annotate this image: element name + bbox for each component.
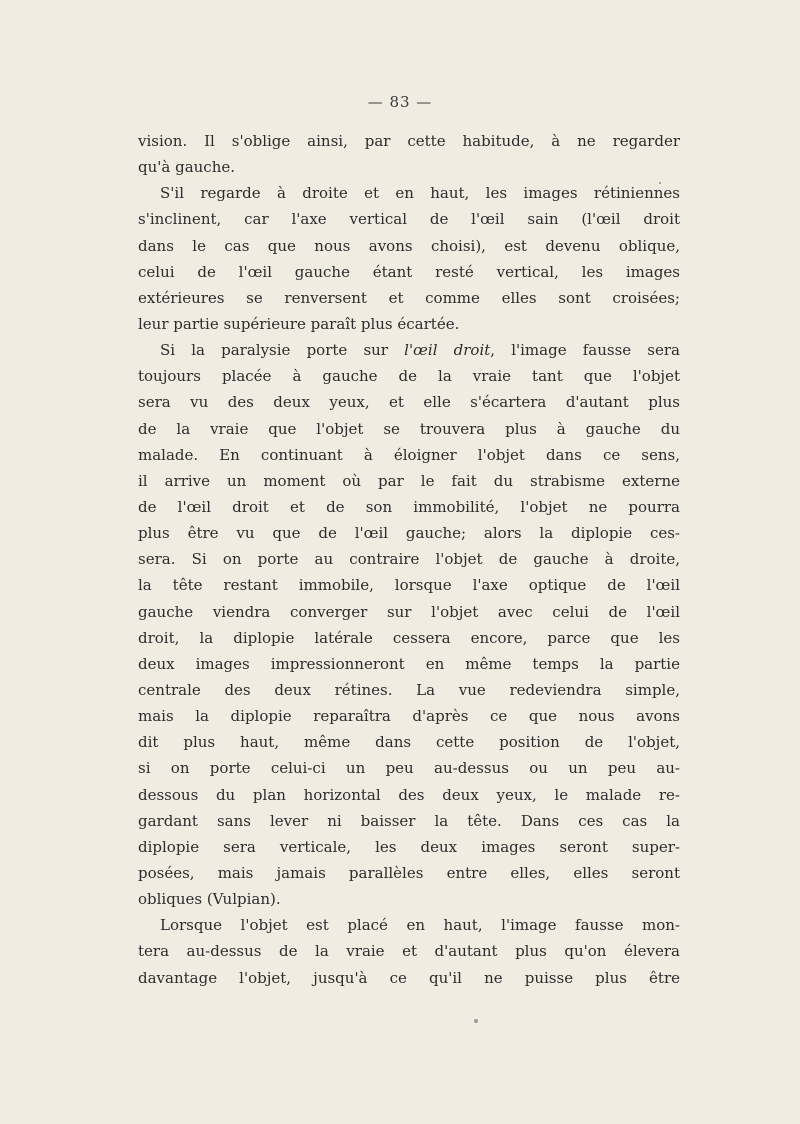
text-line: leur partie supérieure paraît plus écartée.	[138, 314, 460, 333]
text-line: posées, mais jamais parallèles entre elles, elles seront	[138, 863, 680, 882]
text-line: de l'œil droit et de son immobilité, l'objet ne pourra	[138, 497, 680, 516]
body-text	[138, 128, 680, 991]
text-line: droit, la diplopie latérale cessera encore, parce que les	[138, 628, 680, 647]
ink-speck	[474, 1019, 478, 1023]
text-line: diplopie sera verticale, les deux images seront super-	[138, 837, 680, 856]
text-line: celui de l'œil gauche étant resté vertical, les images	[138, 262, 680, 281]
text-segment: Si la paralysie porte sur	[160, 341, 405, 360]
italic-text: l'œil droit	[404, 341, 491, 360]
text-line: si on porte celui-ci un peu au-dessus ou un peu au-	[138, 759, 680, 778]
text-line: sera. Si on porte au contraire l'objet de gauche à droite,	[138, 550, 680, 569]
text-line: vision. Il s'oblige ainsi, par cette habitude, à ne regarder	[138, 132, 680, 150]
text-segment: , l'image fausse sera	[490, 341, 680, 360]
text-line: dit plus haut, même dans cette position de l'objet,	[138, 733, 680, 752]
text-line: obliques (Vulpian).	[138, 890, 281, 909]
text-line: sera vu des deux yeux, et elle s'écartera d'autant plus	[138, 393, 680, 412]
ink-speck	[659, 182, 661, 184]
text-line: dans le cas que nous avons choisi), est devenu oblique,	[138, 236, 680, 255]
text-line: dessous du plan horizontal des deux yeux, le malade re-	[138, 785, 680, 804]
text-line: S'il regarde à droite et en haut, les images rétiniennes	[160, 184, 680, 203]
page-number: — 83 —	[367, 93, 433, 111]
text-line: extérieures se renversent et comme elles sont croisées;	[138, 288, 680, 307]
text-line: mais la diplopie reparaîtra d'après ce que nous avons	[138, 707, 680, 726]
text-line: malade. En continuant à éloigner l'objet dans ce sens,	[138, 445, 680, 464]
text-line: deux images impressionneront en même temps la partie	[138, 654, 680, 673]
text-line: s'inclinent, car l'axe vertical de l'œil sain (l'œil droit	[138, 210, 680, 229]
text-line	[138, 337, 680, 363]
text-line: gauche viendra converger sur l'objet avec celui de l'œil	[138, 602, 680, 621]
text-line: gardant sans lever ni baisser la tête. Dans ces cas la	[138, 811, 680, 830]
text-line: Lorsque l'objet est placé en haut, l'image fausse mon-	[160, 916, 680, 935]
text-line: de la vraie que l'objet se trouvera plus à gauche du	[138, 419, 680, 438]
text-line: centrale des deux rétines. La vue redeviendra simple,	[138, 680, 680, 699]
text-line: tera au-dessus de la vraie et d'autant plus qu'on élevera	[138, 942, 680, 961]
text-line: davantage l'objet, jusqu'à ce qu'il ne puisse plus être	[138, 968, 680, 987]
text-line: toujours placée à gauche de la vraie tant que l'objet	[138, 367, 680, 386]
text-line: qu'à gauche.	[138, 158, 236, 177]
text-line: il arrive un moment où par le fait du strabisme externe	[138, 471, 680, 490]
text-line: plus être vu que de l'œil gauche; alors la diplopie ces-	[138, 524, 680, 543]
text-line: la tête restant immobile, lorsque l'axe optique de l'œil	[138, 576, 680, 595]
